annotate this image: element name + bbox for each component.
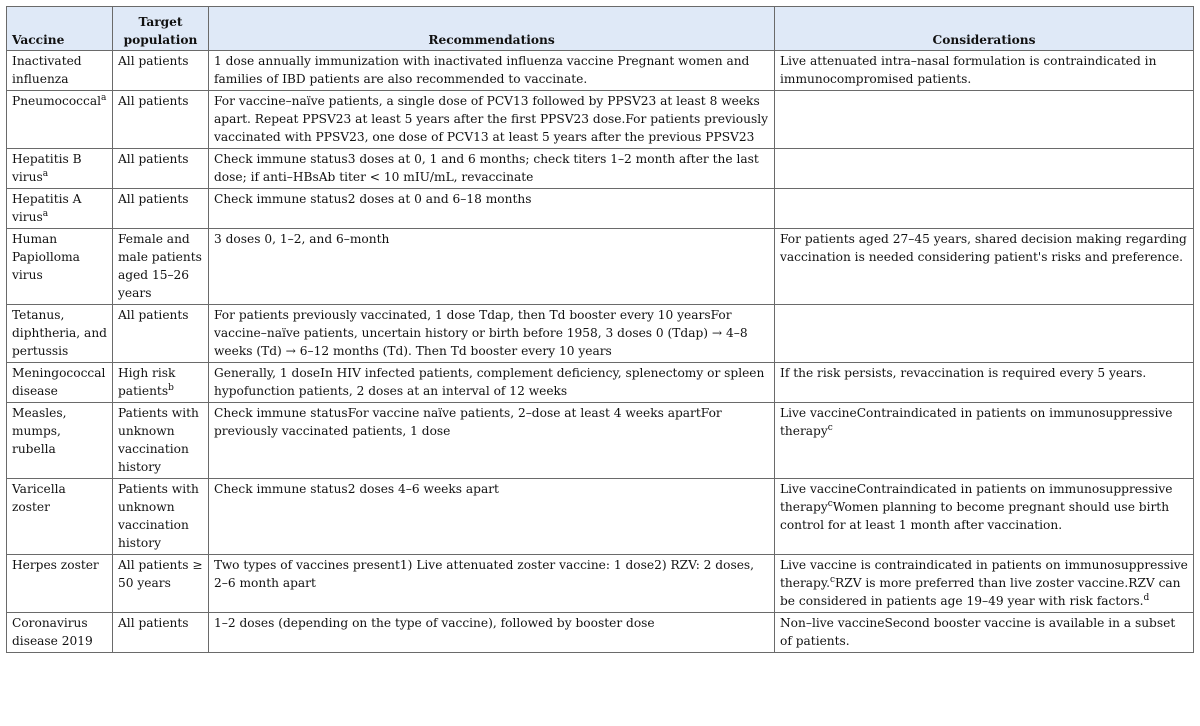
recommendations-cell: Check immune statusFor vaccine naïve patients, 2–dose at least 4 weeks apartFor previously vaccinated patients, 1 dose: [209, 403, 775, 479]
vaccine-cell: [7, 189, 113, 229]
considerations-cell: [775, 555, 1194, 613]
table-row: [7, 189, 1194, 229]
considerations-cell: [775, 91, 1194, 149]
considerations-text: Live vaccineContraindicated in patients on immunosuppressive therapy: [780, 482, 1173, 514]
table-row: [7, 149, 1194, 189]
vaccine-name: Hepatitis B virus: [12, 152, 82, 184]
footnote-marker: c: [827, 498, 833, 509]
vaccine-name: Meningococcal disease: [12, 366, 106, 398]
target-cell: [113, 403, 209, 479]
vaccine-name: Hepatitis A virus: [12, 192, 82, 224]
target-cell: [113, 613, 209, 653]
footnote-marker: c: [827, 422, 833, 433]
considerations-cell: Non–live vaccineSecond booster vaccine is available in a subset of patients.: [775, 613, 1194, 653]
considerations-cell: Live attenuated intra–nasal formulation is contraindicated in immunocompromised patients.: [775, 51, 1194, 91]
considerations-cell: If the risk persists, revaccination is required every 5 years.: [775, 363, 1194, 403]
table-row: [7, 363, 1194, 403]
vaccine-cell: [7, 149, 113, 189]
recommendations-cell: For patients previously vaccinated, 1 dose Tdap, then Td booster every 10 yearsFor vaccine–naïve patients, uncertain history or birth before 1958, 3 doses 0 (Tdap) → 4–8 weeks (Td) → 6–12 months (Td). Then Td booster every 10 years: [209, 305, 775, 363]
considerations-text: Live vaccineContraindicated in patients on immunosuppressive therapy: [780, 406, 1173, 438]
vaccine-name: Human Papiolloma virus: [12, 232, 80, 282]
table-row: [7, 305, 1194, 363]
vaccine-name: Tetanus, diphtheria, and pertussis: [12, 308, 107, 358]
considerations-cell: [775, 479, 1194, 555]
recommendations-cell: Check immune status3 doses at 0, 1 and 6 months; check titers 1–2 month after the last dose; if anti–HBsAb titer < 10 mIU/mL, revaccinate: [209, 149, 775, 189]
vaccine-cell: [7, 91, 113, 149]
footnote-marker: a: [100, 92, 107, 103]
target-population: All patients: [118, 616, 189, 630]
table-row: [7, 613, 1194, 653]
target-population: High risk patients: [118, 366, 176, 398]
header-row: [7, 7, 1194, 51]
table-row: [7, 91, 1194, 149]
vaccine-recommendations-table: [6, 6, 1194, 653]
target-population: Patients with unknown vaccination history: [118, 406, 199, 474]
vaccine-name: Coronavirus disease 2019: [12, 616, 93, 648]
target-cell: [113, 363, 209, 403]
target-population: Female and male patients aged 15–26 years: [118, 232, 202, 300]
vaccine-cell: [7, 479, 113, 555]
considerations-text: Live vaccine is contraindicated in patients on immunosuppressive therapy.: [780, 558, 1188, 590]
vaccine-recommendations-table-container: [6, 6, 1194, 653]
recommendations-cell: 1–2 doses (depending on the type of vaccine), followed by booster dose: [209, 613, 775, 653]
target-cell: [113, 91, 209, 149]
recommendations-cell: Generally, 1 doseIn HIV infected patients, complement deficiency, splenectomy or spleen hypofunction patients, 2 doses at an interval of 12 weeks: [209, 363, 775, 403]
target-population: All patients ≥ 50 years: [118, 558, 203, 590]
header-recommendations: Recommendations: [209, 7, 775, 51]
footnote-marker: a: [42, 168, 49, 179]
vaccine-cell: [7, 613, 113, 653]
vaccine-name: Inactivated influenza: [12, 54, 82, 86]
vaccine-name: Pneumococcal: [12, 94, 101, 108]
vaccine-name: Measles, mumps, rubella: [12, 406, 67, 456]
table-row: [7, 403, 1194, 479]
target-population: All patients: [118, 54, 189, 68]
target-cell: [113, 51, 209, 91]
target-cell: [113, 229, 209, 305]
header-target-population: Target population: [113, 7, 209, 51]
footnote-marker: a: [42, 208, 49, 219]
footnote-marker: c: [830, 574, 836, 585]
vaccine-cell: [7, 363, 113, 403]
header-considerations: Considerations: [775, 7, 1194, 51]
considerations-text-continued: RZV is more preferred than live zoster vaccine.RZV can be considered in patients age 19–49 year with risk factors.: [780, 576, 1181, 608]
recommendations-cell: Check immune status2 doses 4–6 weeks apart: [209, 479, 775, 555]
target-cell: [113, 479, 209, 555]
recommendations-cell: 1 dose annually immunization with inactivated influenza vaccine Pregnant women and families of IBD patients are also recommended to vaccinate.: [209, 51, 775, 91]
recommendations-cell: Two types of vaccines present1) Live attenuated zoster vaccine: 1 dose2) RZV: 2 doses, 2–6 month apart: [209, 555, 775, 613]
vaccine-name: Varicella zoster: [12, 482, 66, 514]
table-row: [7, 229, 1194, 305]
target-cell: [113, 555, 209, 613]
recommendations-cell: 3 doses 0, 1–2, and 6–month: [209, 229, 775, 305]
target-population: All patients: [118, 152, 189, 166]
target-cell: [113, 149, 209, 189]
header-vaccine: Vaccine: [7, 7, 113, 51]
considerations-cell: [775, 149, 1194, 189]
table-row: [7, 479, 1194, 555]
target-cell: [113, 189, 209, 229]
table-row: [7, 555, 1194, 613]
vaccine-cell: [7, 403, 113, 479]
considerations-cell: [775, 403, 1194, 479]
target-cell: [113, 305, 209, 363]
footnote-marker: b: [168, 382, 174, 393]
target-population: All patients: [118, 94, 189, 108]
considerations-text-continued: Women planning to become pregnant should use birth control for at least 1 month after vaccination.: [780, 500, 1170, 532]
footnote-marker: d: [1143, 592, 1150, 603]
considerations-cell: [775, 189, 1194, 229]
vaccine-cell: [7, 305, 113, 363]
target-population: Patients with unknown vaccination history: [118, 482, 199, 550]
vaccine-cell: [7, 555, 113, 613]
vaccine-cell: [7, 51, 113, 91]
recommendations-cell: Check immune status2 doses at 0 and 6–18 months: [209, 189, 775, 229]
target-population: All patients: [118, 308, 189, 322]
considerations-cell: For patients aged 27–45 years, shared decision making regarding vaccination is needed considering patient's risks and preference.: [775, 229, 1194, 305]
vaccine-name: Herpes zoster: [12, 558, 99, 572]
vaccine-cell: [7, 229, 113, 305]
recommendations-cell: For vaccine–naïve patients, a single dose of PCV13 followed by PPSV23 at least 8 weeks apart. Repeat PPSV23 at least 5 years after the first PPSV23 dose.For patients previously vaccinated with PPSV23, one dose of PCV13 at least 5 years after the previous PPSV23: [209, 91, 775, 149]
target-population: All patients: [118, 192, 189, 206]
table-row: [7, 51, 1194, 91]
considerations-cell: [775, 305, 1194, 363]
